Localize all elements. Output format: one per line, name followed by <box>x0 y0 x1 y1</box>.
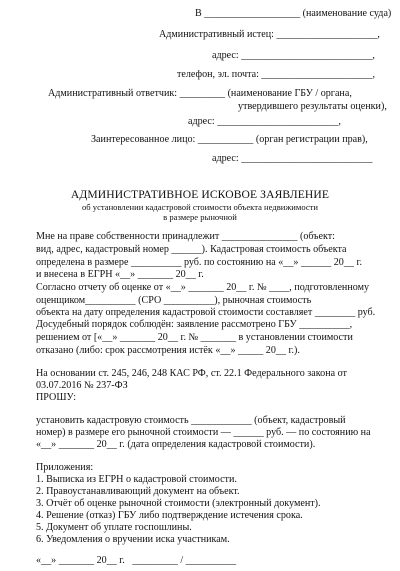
attachment-item: 1. Выписка из ЕГРН о кадастровой стоимости. <box>36 474 237 485</box>
attachment-item: 2. Правоустанавливающий документ на объект. <box>36 486 240 497</box>
header-defendant-address-line: адрес: ________________________, <box>188 116 341 127</box>
attachment-item: 3. Отчёт об оценке рыночной стоимости (электронный документ). <box>36 498 321 509</box>
body-line: Мне на праве собственности принадлежит _______________ (объект: <box>36 231 335 242</box>
body-line: «__» _______ 20__ г. (дата определения кадастровой стоимости). <box>36 439 316 450</box>
header-phone-email-line: телефон, эл. почта: ______________________, <box>177 69 375 80</box>
document-title: АДМИНИСТРАТИВНОЕ ИСКОВОЕ ЗАЯВЛЕНИЕ <box>70 188 330 201</box>
header-defendant-line: Административный ответчик: _________ (наименование ГБУ / органа, <box>48 88 352 99</box>
body-line: определена в размере __________ руб. по состоянию на «__» ______ 20__ г. <box>36 257 362 268</box>
body-line: номер) в размере его рыночной стоимости — ______ руб. — по состоянию на <box>36 427 371 438</box>
header-interested-party-address-line: адрес: __________________________ <box>212 153 373 164</box>
body-line: Досудебный порядок соблюдён: заявление рассмотрено ГБУ __________, <box>36 319 353 330</box>
body-line: отказано (либо: срок рассмотрения истёк «__» _____ 20__ г.). <box>36 345 300 356</box>
header-plaintiff-address-line: адрес: __________________________, <box>212 50 375 61</box>
document-subtitle-line-1: об установлении кадастровой стоимости объекта недвижимости <box>81 202 319 212</box>
body-line: установить кадастровую стоимость ____________ (объект, кадастровый <box>36 415 346 426</box>
attachment-item: 6. Уведомления о вручении иска участникам. <box>36 534 230 545</box>
header-court-line: В ___________________ (наименование суда) <box>195 8 392 19</box>
body-line: оценщиком__________ (СРО __________), рыночная стоимость <box>36 295 312 306</box>
body-line: решением от [«__» _______ 20__ г. № _______ в установлении стоимости <box>36 332 353 343</box>
body-line: вид, адрес, кадастровый номер ______). Кадастровая стоимость объекта <box>36 244 347 255</box>
body-line: На основании ст. 245, 246, 248 КАС РФ, ст. 22.1 Федерального закона от <box>36 368 347 379</box>
signature-line: «__» _______ 20__ г. _________ / __________ <box>36 555 237 566</box>
header-plaintiff-line: Административный истец: ____________________, <box>159 29 380 40</box>
body-line: 03.07.2016 № 237-ФЗ <box>36 380 128 391</box>
header-defendant-line-2: утвердившего результаты оценки), <box>238 101 387 112</box>
header-interested-party-line: Заинтересованное лицо: ___________ (орган регистрации прав), <box>91 134 368 145</box>
attachments-heading: Приложения: <box>36 462 94 473</box>
attachment-item: 4. Решение (отказ) ГБУ либо подтверждение истечения срока. <box>36 510 303 521</box>
attachment-item: 5. Документ об уплате госпошлины. <box>36 522 192 533</box>
body-line: Согласно отчету об оценке от «__» _______ 20__ г. № ____, подготовленному <box>36 282 370 293</box>
body-line: объекта на дату определения кадастровой стоимости составляет ________ руб. <box>36 307 376 318</box>
document-subtitle-line-2: в размере рыночной <box>163 212 237 222</box>
petition-heading: ПРОШУ: <box>36 392 77 403</box>
body-line: и внесена в ЕГРН «__» _______ 20__ г. <box>36 269 204 280</box>
